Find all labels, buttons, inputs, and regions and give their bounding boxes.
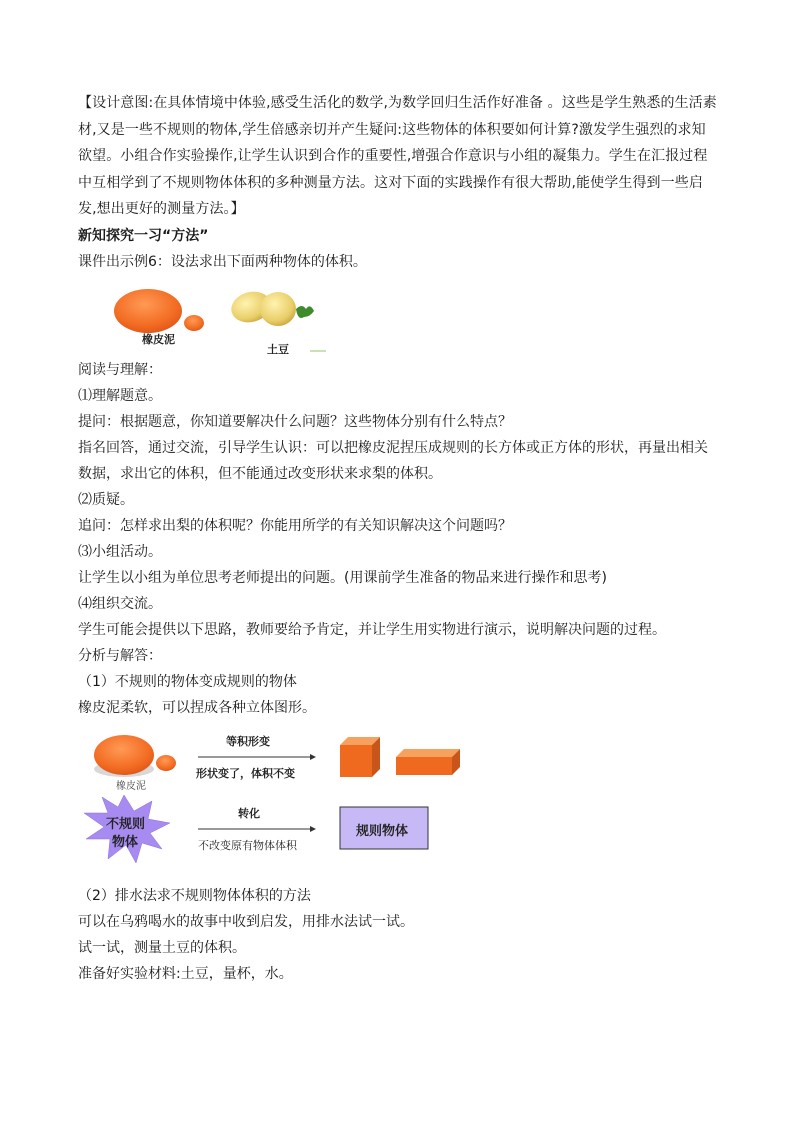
box-label: 规则物体	[356, 823, 409, 839]
clay-potato-illustration	[78, 279, 338, 357]
arrow1-bottom-label: 形状变了，体积不变	[196, 766, 295, 780]
step-3: ⑶小组活动。	[78, 543, 162, 560]
label-potato: 土豆	[267, 342, 289, 356]
step-2: ⑵质疑。	[78, 491, 134, 508]
label-clay: 橡皮泥	[142, 332, 175, 346]
design-intent: 【设计意图:在具体情境中体验,感受生活化的数学,为数学回归生活作好准备 。这些是学生熟悉的生活素材,又是一些不规则的物体,学生倍感亲切并产生疑问:这些物体的体积要如何计算?激发学生强烈的求知欲望。小组合作实验操作,让学生认识到合作的重要性,增强合作意识与小组的凝集力。学生在汇报过程中互相学到了不规则物体体积的多种测量方法。这对下面的实践操作有很大帮助,能使学生得到一些启发,想出更好的测量方法。】	[78, 95, 717, 217]
arrow2-bottom-label: 不改变原有物体体积	[198, 838, 297, 852]
cube-front	[340, 745, 372, 777]
materials-text: 准备好实验材料:土豆，量杯，水。	[78, 965, 293, 982]
figure-clay-potato	[78, 279, 718, 357]
star-label-1: 不规则	[106, 816, 146, 832]
example-text: 课件出示例6：设法求出下面两种物体的体积。	[78, 253, 367, 270]
try-text: 试一试，测量土豆的体积。	[78, 939, 246, 956]
cuboid-top	[396, 749, 460, 757]
question-1: 提问：根据题意，你知道要解决什么问题？这些物体分别有什么特点？	[78, 413, 512, 430]
clay-small	[184, 315, 204, 331]
arrow1-top-label: 等积形变	[226, 734, 270, 748]
label-clay-2: 橡皮泥	[116, 780, 146, 792]
clay-small-2	[156, 755, 176, 771]
crow-text: 可以在乌鸦喝水的故事中收到启发，用排水法试一试。	[78, 913, 414, 930]
star-label-2: 物体	[112, 834, 139, 850]
method-1: （1）不规则的物体变成规则的物体	[78, 673, 297, 690]
method-2: （2）排水法求不规则物体体积的方法	[78, 887, 311, 904]
question-2: 追问：怎样求出梨的体积呢？你能用所学的有关知识解决这个问题吗？	[78, 517, 512, 534]
activity-text: 让学生以小组为单位思考老师提出的问题。(用课前学生准备的物品来进行操作和思考)	[78, 569, 607, 586]
document-page	[78, 90, 718, 987]
clay-text: 橡皮泥柔软，可以捏成各种立体图形。	[78, 699, 316, 716]
parsley-icon	[296, 306, 314, 318]
figure-transform	[78, 725, 718, 879]
clay-large-2	[94, 735, 154, 775]
cuboid-front	[396, 757, 452, 775]
section-title: 新知探究一习“方法”	[78, 227, 209, 244]
potato-2	[260, 292, 296, 326]
step-4: ⑷组织交流。	[78, 595, 162, 612]
arrow2-top-label: 转化	[238, 806, 260, 820]
step-1: ⑴理解题意。	[78, 387, 162, 404]
exchange-text: 学生可能会提供以下思路，教师要给予肯定，并让学生用实物进行演示，说明解决问题的过程。	[78, 621, 666, 638]
transform-diagram	[78, 725, 478, 879]
clay-large	[114, 289, 182, 333]
read-title: 阅读与理解：	[78, 361, 162, 378]
analysis-title: 分析与解答：	[78, 647, 162, 664]
answer-1: 指名回答，通过交流，引导学生认识：可以把橡皮泥捏压成规则的长方体或正方体的形状，再量出相关数据，求出它的体积，但不能通过改变形状来求梨的体积。	[78, 439, 708, 482]
